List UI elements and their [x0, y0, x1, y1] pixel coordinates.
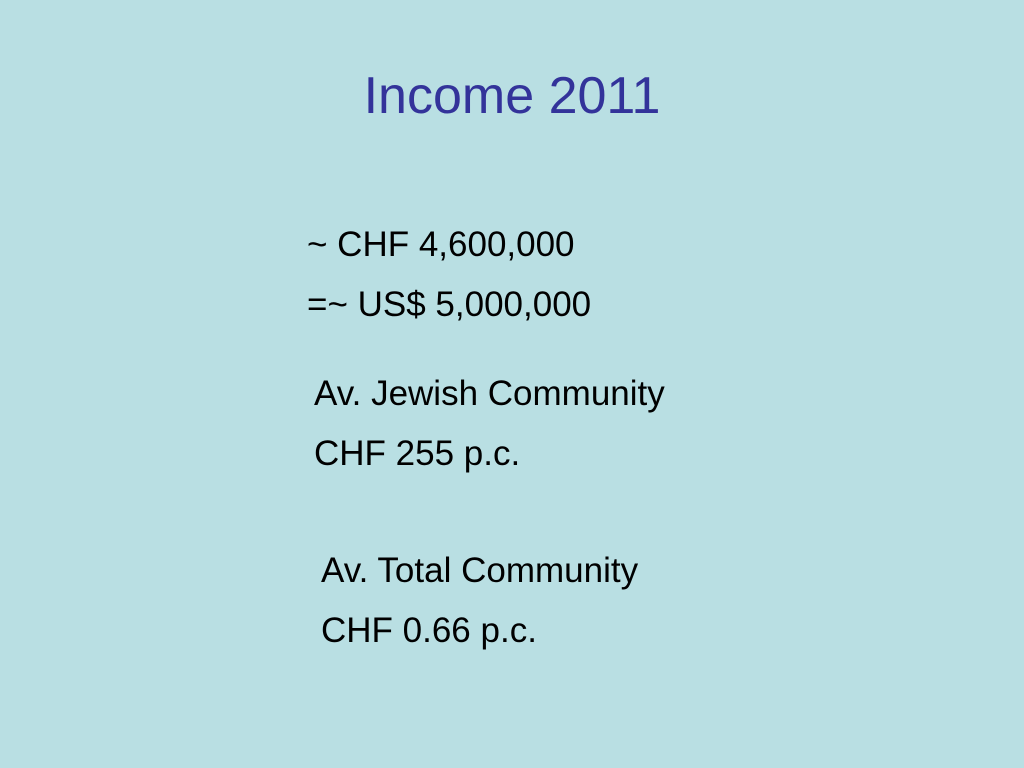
total-community-block	[321, 541, 638, 661]
total-community-label: Av. Total Community	[321, 551, 639, 590]
slide-title: Income 2011	[363, 67, 661, 125]
jewish-community-block	[314, 364, 665, 484]
total-community-value: CHF 0.66 p.c.	[321, 611, 537, 650]
income-block	[307, 215, 591, 335]
jewish-community-label: Av. Jewish Community	[314, 374, 665, 413]
jewish-community-value: CHF 255 p.c.	[314, 434, 521, 473]
income-usd-line: =~ US$ 5,000,000	[307, 285, 592, 324]
income-chf-line: ~ CHF 4,600,000	[307, 225, 575, 264]
